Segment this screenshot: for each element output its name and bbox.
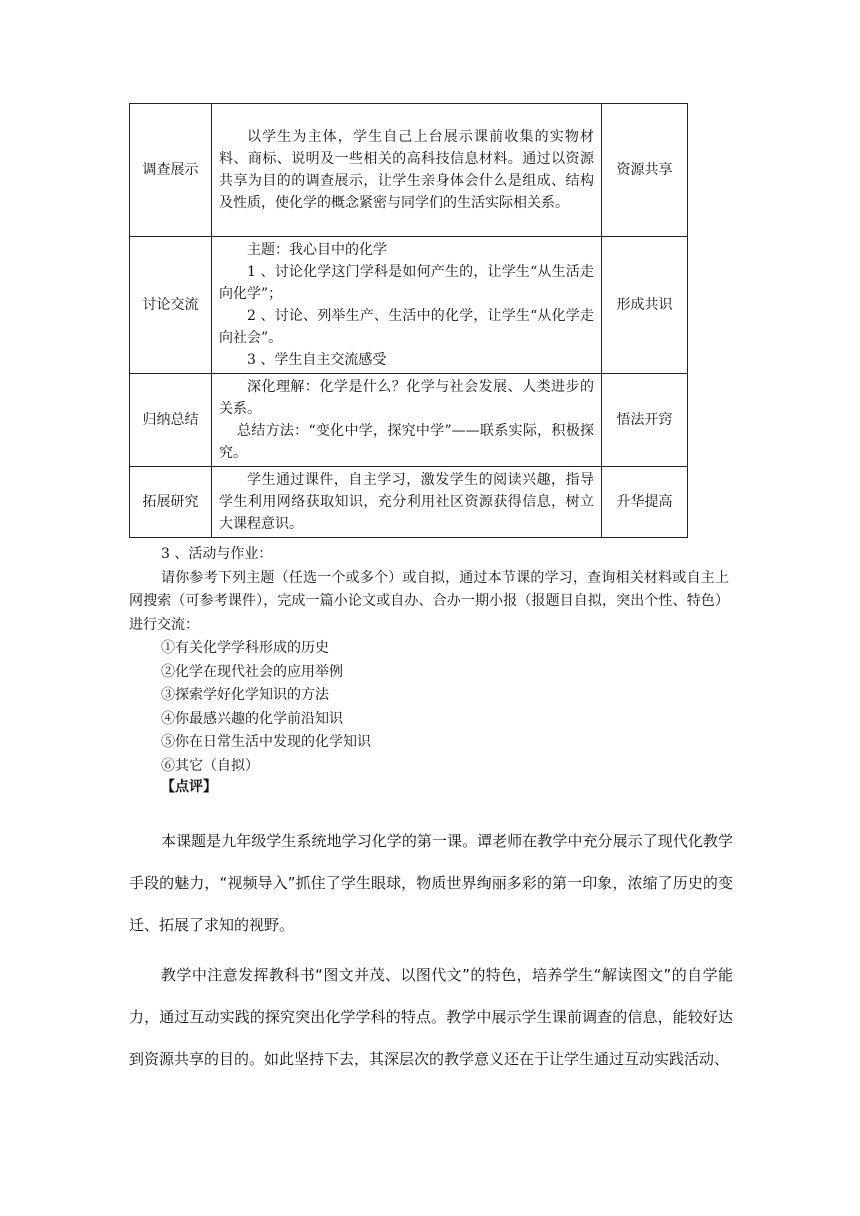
review-paragraph: 教学中注意发挥教科书“图文并茂、以图代文”的特色，培养学生“解读图文”的自学能力，通过互动实践的探究突出化学学科的特点。教学中展示学生课前调查的信息，能较好达到资源共享的目的。如此坚持下去，其深层次的教学意义还在于让学生通过互动实践活动、 xyxy=(129,966,733,1068)
list-item: ③探索学好化学知识的方法 xyxy=(161,687,329,703)
content-paragraph: 总结方法：“变化中学，探究中学”——联系实际，积极探究。 xyxy=(219,423,594,461)
lesson-table xyxy=(129,103,688,538)
list-item: ④你最感兴趣的化学前沿知识 xyxy=(161,710,343,727)
content-paragraph: 1 、讨论化学这门学科是如何产生的，让学生“从生活走向化学”； xyxy=(219,264,594,302)
content-paragraph: 学生通过课件，自主学习，激发学生的阅读兴趣，指导学生利用网络获取知识，充分利用社区资源获得信息，树立大课程意识。 xyxy=(219,472,594,532)
activity-intro: 请你参考下列主题（任选一个或多个）或自拟，通过本节课的学习，查询相关材料或自主上网搜索（可参考课件），完成一篇小论文或自办、合办一期小报（报题目自拟，突出个性、特色）进行交流： xyxy=(129,569,729,633)
review-paragraph: 本课题是九年级学生系统地学习化学的第一课。谭老师在教学中充分展示了现代化教学手段的魅力，“视频导入”抓住了学生眼球，物质世界绚丽多彩的第一印象，浓缩了历史的变迁、拓展了求知的视野。 xyxy=(129,832,733,934)
table-row xyxy=(130,374,688,467)
content-cell xyxy=(212,237,602,374)
content-paragraph: 主题：我心目中的化学 xyxy=(247,242,387,258)
goal-cell: 形成共识 xyxy=(602,237,688,374)
list-item: ①有关化学学科形成的历史 xyxy=(161,640,329,656)
table-row xyxy=(130,104,688,237)
table-row xyxy=(130,237,688,374)
content-paragraph: 深化理解：化学是什么？化学与社会发展、人类进步的关系。 xyxy=(219,379,594,417)
activity-section xyxy=(129,543,729,778)
goal-cell: 升华提高 xyxy=(602,467,688,538)
review-section xyxy=(129,820,733,1080)
stage-cell: 讨论交流 xyxy=(130,237,212,374)
content-paragraph: 2 、讨论、列举生产、生活中的化学，让学生“从化学走向社会”。 xyxy=(219,308,594,346)
table-row xyxy=(130,467,688,538)
stage-cell: 归纳总结 xyxy=(130,374,212,467)
stage-cell: 拓展研究 xyxy=(130,467,212,538)
activity-heading: 3 、活动与作业： xyxy=(161,546,273,562)
stage-cell: 调查展示 xyxy=(130,104,212,237)
content-cell xyxy=(212,374,602,467)
list-item: ②化学在现代社会的应用举例 xyxy=(161,663,343,680)
content-paragraph: 以学生为主体，学生自己上台展示课前收集的实物材料、商标、说明及一些相关的高科技信息材料。通过以资源共享为目的的调查展示，让学生亲身体会什么是组成、结构及性质，使化学的概念紧密与同学们的生活实际相关系。 xyxy=(219,129,594,211)
list-item: ⑥其它（自拟） xyxy=(161,757,259,774)
content-cell xyxy=(212,467,602,538)
list-item: ⑤你在日常生活中发现的化学知识 xyxy=(161,734,371,750)
topic-list xyxy=(129,637,729,778)
content-paragraph: 3 、学生自主交流感受 xyxy=(247,352,387,368)
goal-cell: 资源共享 xyxy=(602,104,688,237)
review-title: 【点评】 xyxy=(161,779,217,795)
content-cell xyxy=(212,104,602,237)
goal-cell: 悟法开窍 xyxy=(602,374,688,467)
